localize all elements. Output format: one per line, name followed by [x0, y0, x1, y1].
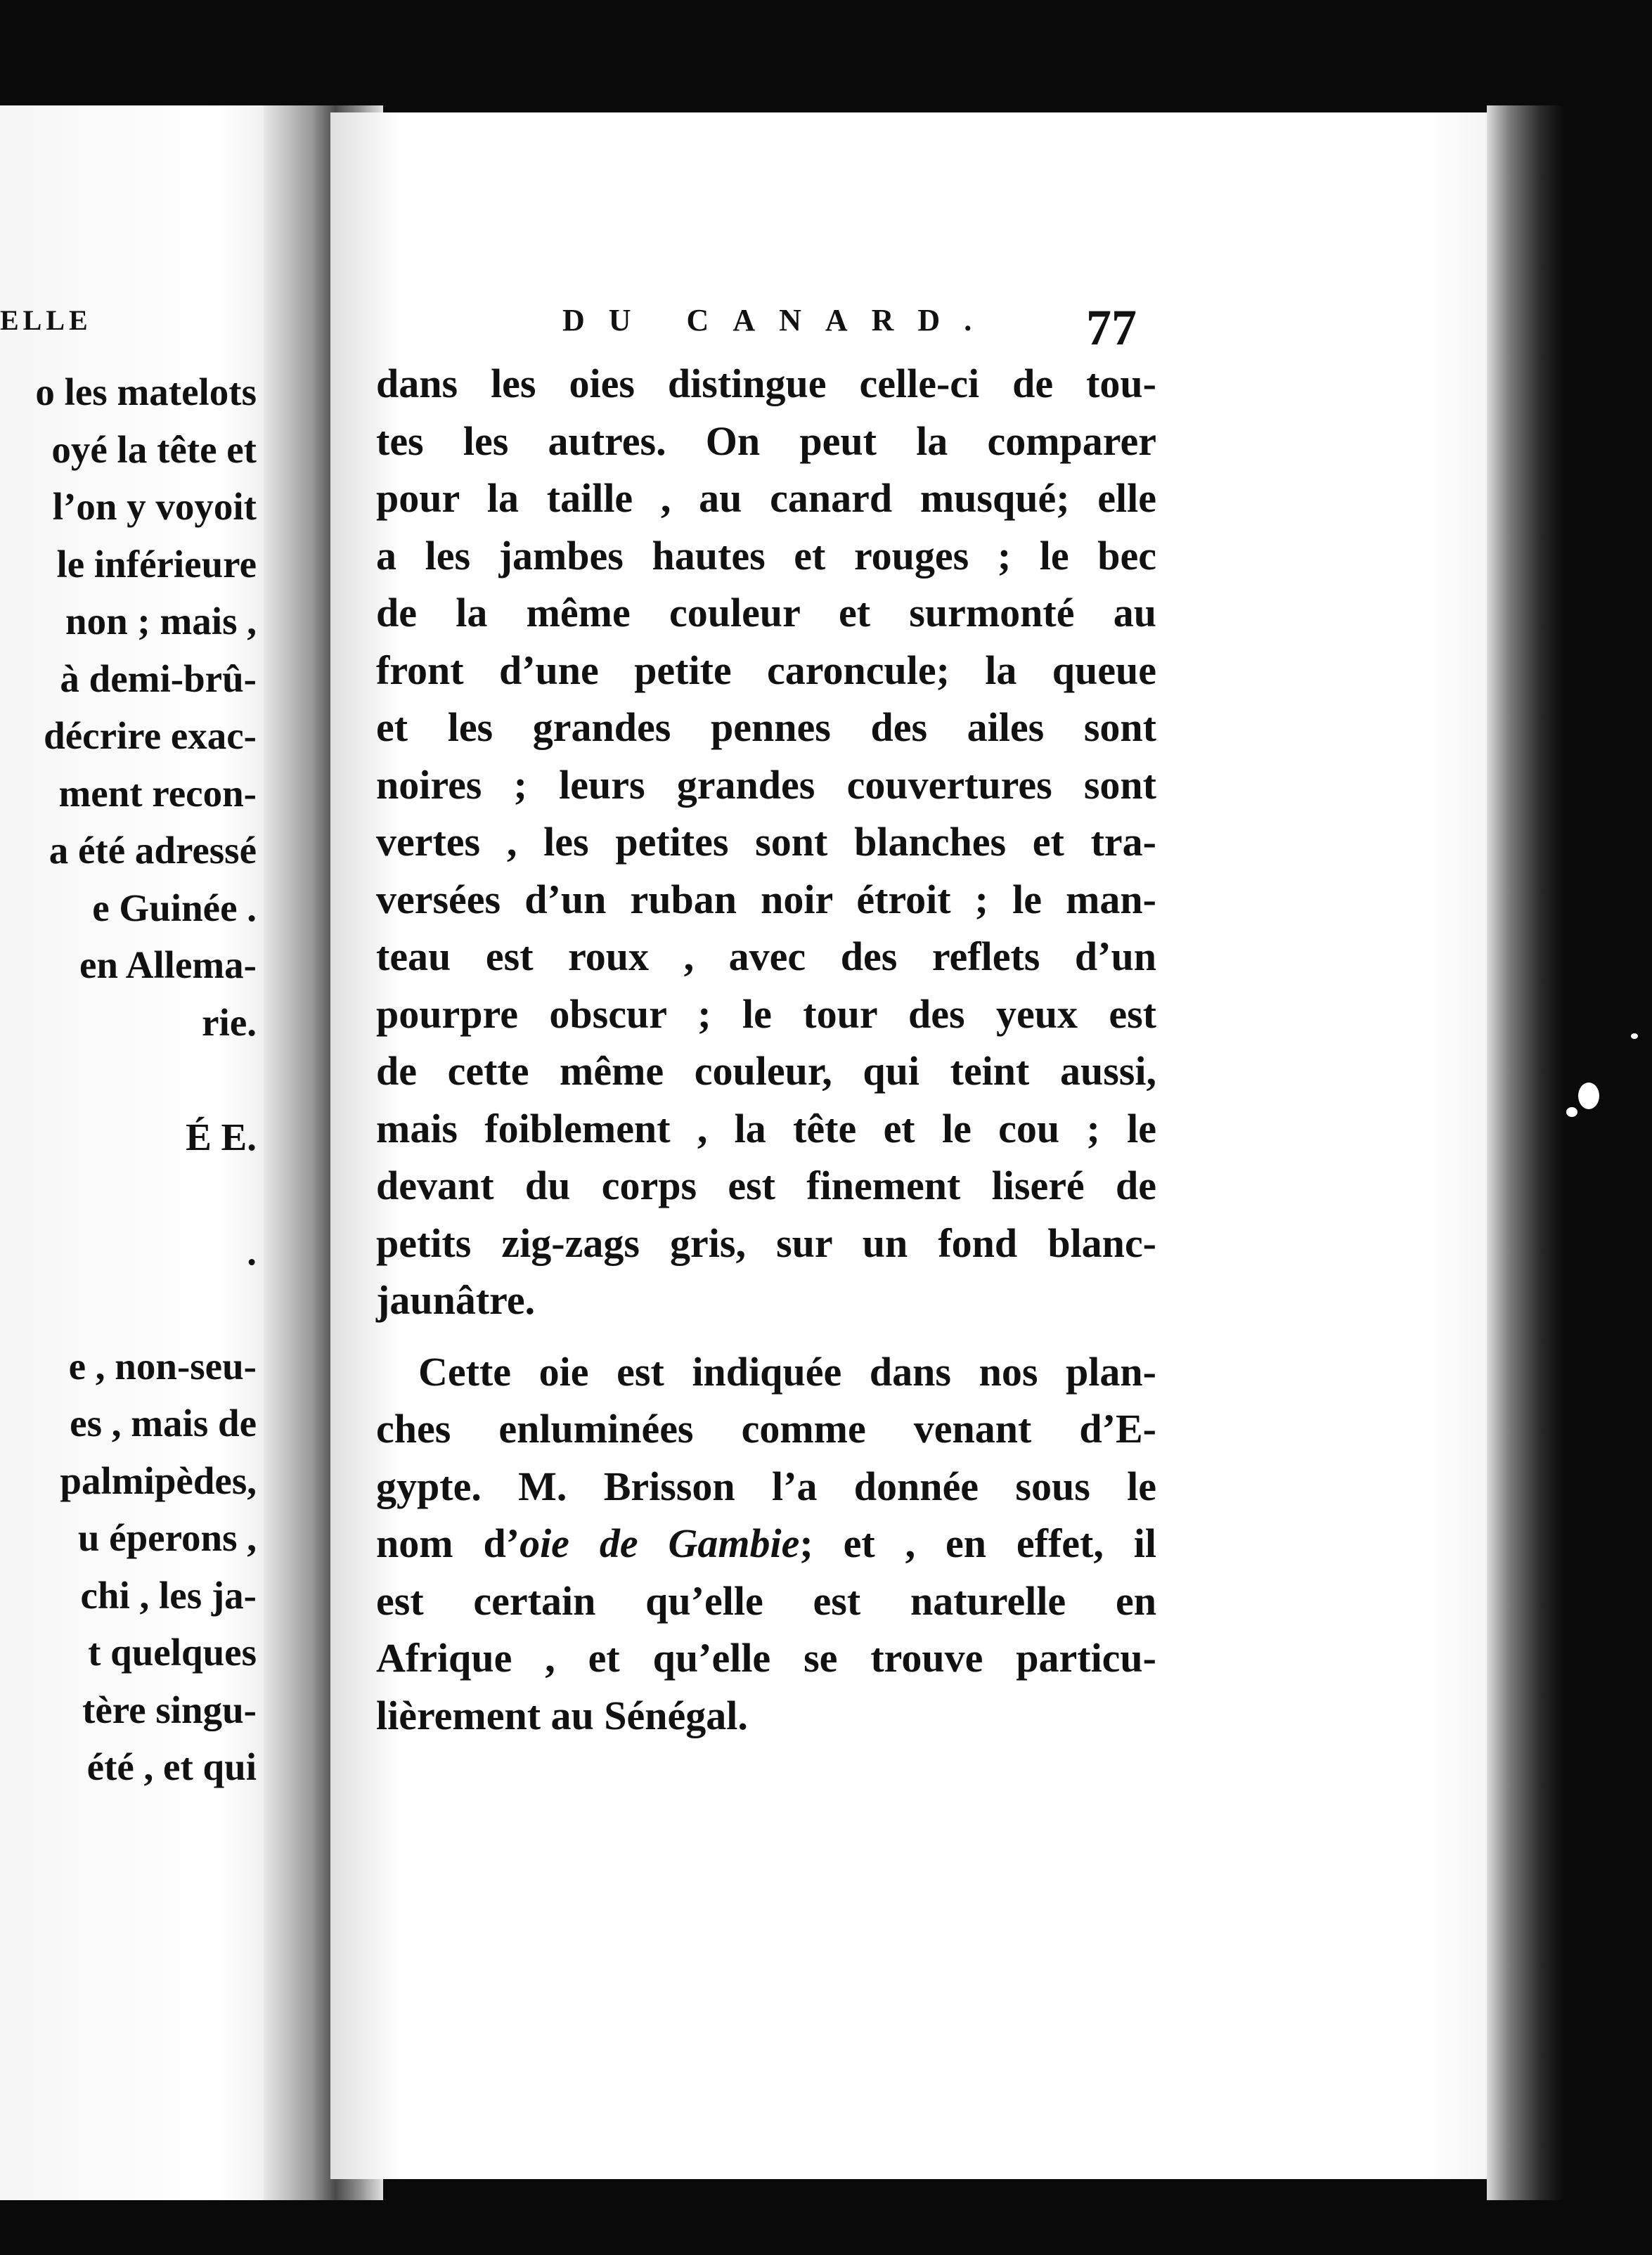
paper-speck — [1631, 1033, 1638, 1039]
left-text-line: palmipèdes, — [60, 1459, 257, 1502]
left-text-line: e Guinée . — [92, 886, 257, 929]
text-line: Cette oie est indiquée dans nos plan- — [418, 1348, 1156, 1395]
page-number: 77 — [1086, 299, 1137, 356]
text-line: pour la taille , au canard musqué; elle — [376, 475, 1156, 521]
left-text-line: en Allema- — [79, 943, 257, 986]
text-line: a les jambes hautes et rouges ; le bec — [376, 532, 1156, 579]
text-line: front d’une petite caroncule; la queue — [376, 647, 1156, 693]
left-text-line: rie. — [202, 1000, 257, 1044]
left-text-line: a été adressé — [49, 829, 257, 872]
left-text-line: chi , les ja- — [80, 1573, 257, 1617]
left-text-line: tère singu- — [82, 1688, 257, 1731]
text-line: pourpre obscur ; le tour des yeux est — [376, 990, 1156, 1037]
text-line: gypte. M. Brisson l’a donnée sous le — [376, 1463, 1156, 1509]
text-line: de la même couleur et surmonté au — [376, 590, 1156, 635]
left-text-line: É E. — [186, 1115, 257, 1158]
text-line — [376, 1515, 1156, 1572]
left-text-line: non ; mais , — [65, 600, 257, 642]
text-line: tes les autres. On peut la comparer — [376, 418, 1156, 464]
left-text-line: u éperons , — [77, 1516, 257, 1559]
text-line: dans les oies distingue celle-ci de tou- — [376, 361, 1156, 406]
text-line: ches enluminées comme venant d’E- — [376, 1406, 1156, 1452]
left-text-line: o les matelots — [35, 370, 257, 413]
text-line: teau est roux , avec des reflets d’un — [376, 933, 1156, 979]
text-line: lièrement au Sénégal. — [376, 1692, 748, 1738]
text-fragment: nom d’ — [376, 1520, 520, 1566]
left-text-line: le inférieure — [56, 542, 257, 586]
text-line: petits zig-zags gris, sur un fond blanc- — [376, 1220, 1156, 1266]
left-text-line: ment recon- — [58, 771, 257, 815]
left-text-line: t quelques — [88, 1631, 257, 1674]
left-text-line: e , non-seu- — [68, 1344, 257, 1388]
page-edge-shadow — [1487, 105, 1564, 2200]
text-line: Afrique , et qu’elle se trouve particu- — [376, 1635, 1156, 1681]
text-line: versées d’un ruban noir étroit ; le man- — [376, 876, 1156, 922]
text-line: est certain qu’elle est naturelle en — [376, 1577, 1156, 1624]
left-text-line: . — [247, 1229, 257, 1273]
paper-speck — [1566, 1107, 1577, 1117]
text-line: de cette même couleur, qui teint aussi, — [376, 1048, 1156, 1094]
running-head: DU CANARD. — [562, 303, 996, 337]
text-line: et les grandes pennes des ailes sont — [376, 704, 1156, 750]
italic-term: oie de Gambie — [520, 1520, 800, 1566]
left-running-head: ELLE — [0, 304, 92, 336]
text-line: noires ; leurs grandes couvertures sont — [376, 761, 1156, 808]
left-text-line: à demi-brû- — [60, 657, 257, 700]
left-text-line: décrire exac- — [44, 714, 257, 757]
body-text — [376, 355, 1156, 1744]
text-line: vertes , les petites sont blanches et tra- — [376, 819, 1156, 865]
left-page-text — [0, 366, 295, 1826]
text-line: devant du corps est finement liseré de — [376, 1163, 1156, 1208]
text-line: mais foiblement , la tête et le cou ; le — [376, 1105, 1156, 1151]
text-line: jaunâtre. — [376, 1277, 536, 1323]
left-text-line: l’on y voyoit — [52, 485, 257, 528]
left-text-line: oyé la tête et — [51, 427, 257, 471]
text-fragment: ; et , en effet, il — [799, 1520, 1156, 1566]
paper-speck — [1578, 1083, 1599, 1109]
left-text-line: es , mais de — [70, 1402, 257, 1445]
left-text-line: été , et qui — [86, 1745, 257, 1788]
